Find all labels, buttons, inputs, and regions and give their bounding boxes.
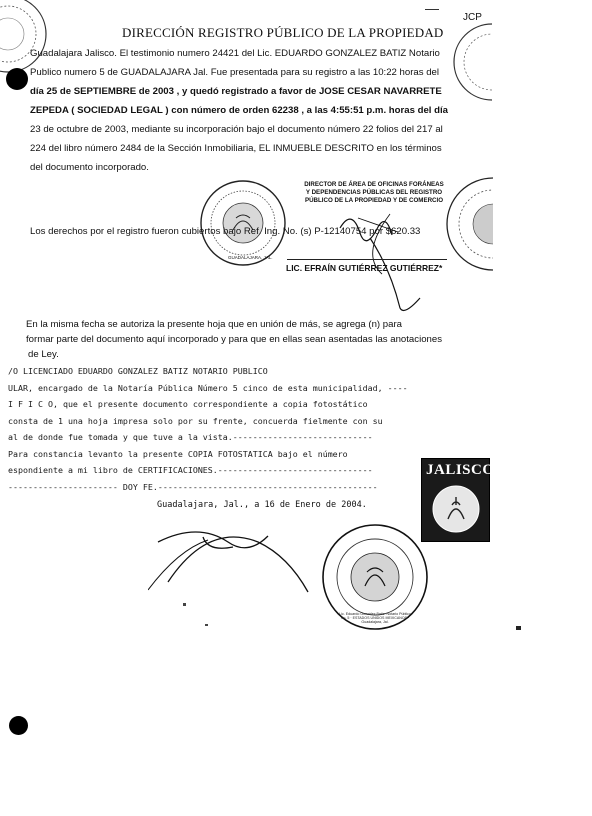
speck bbox=[183, 603, 186, 606]
authorization-line: En la misma fecha se autoriza la presente hoja que en unión de más, se agrega (n) para bbox=[26, 319, 402, 330]
signature-line bbox=[287, 259, 447, 260]
registry-seal-city: GUADALAJARA, JAL. bbox=[228, 255, 273, 260]
right-top-seal bbox=[452, 18, 492, 108]
registration-line: 23 de octubre de 2003, mediante su incorporación bajo el documento número 22 folios del 217 al bbox=[30, 124, 443, 135]
speck bbox=[516, 626, 521, 630]
top-dash bbox=[425, 9, 439, 10]
notary-line: espondiente a mi libro de CERTIFICACIONES.------------------------------- bbox=[8, 465, 373, 475]
registration-paragraph bbox=[30, 44, 482, 177]
registration-line: del documento incorporado. bbox=[30, 162, 149, 173]
director-title-line: Y DEPENDENCIAS PÚBLICAS DEL REGISTRO bbox=[305, 189, 443, 196]
registration-line: día 25 de SEPTIEMBRE de 2003 , y quedó registrado a favor de JOSE CESAR NAVARRETE bbox=[30, 86, 442, 97]
director-title-line: DIRECTOR DE ÁREA DE OFICINAS FORÁNEAS bbox=[304, 181, 444, 188]
notary-certification bbox=[8, 363, 418, 495]
notary-line: I F I C O, que el presente documento correspondiente a copia fotostático bbox=[8, 399, 368, 409]
speck bbox=[205, 624, 208, 626]
registration-line: Publico numero 5 de GUADALAJARA Jal. Fue presentada para su registro a las 10:22 horas del bbox=[30, 67, 440, 78]
notary-line: /O LICENCIADO EDUARDO GONZALEZ BATIZ NOTARIO PUBLICO bbox=[8, 366, 268, 376]
notary-line: ULAR, encargado de la Notaría Pública Número 5 cinco de esta municipalidad, ---- bbox=[8, 382, 408, 393]
registration-line: 224 del libro número 2484 de la Sección Inmobiliaria, EL INMUEBLE DESCRITO en los términos bbox=[30, 143, 442, 154]
director-name: LIC. EFRAÍN GUTIÉRREZ GUTIÉRREZ* bbox=[286, 263, 443, 273]
director-title-line: PÚBLICO DE LA PROPIEDAD Y DE COMERCIO bbox=[304, 197, 444, 204]
notary-line: consta de 1 una hoja impresa solo por su frente, concuerda fielmente con su bbox=[8, 415, 383, 426]
director-signature bbox=[330, 198, 450, 323]
registration-line: Guadalajara Jalisco. El testimonio numero 24421 del Lic. EDUARDO GONZALEZ BATIZ Notario bbox=[30, 48, 440, 59]
notary-line: al de donde fue tomada y que tuve a la vista.---------------------------- bbox=[8, 432, 373, 442]
registration-line: ZEPEDA ( SOCIEDAD LEGAL ) con número de orden 62238 , a las 4:55:51 p.m. horas del día bbox=[30, 105, 448, 116]
notary-line: ---------------------- DOY FE.-------------------------------------------- bbox=[8, 481, 378, 492]
stamp-label: JALISCO bbox=[426, 462, 495, 478]
notary-line: Para constancia levanto la presente COPIA FOTOSTATICA bajo el número bbox=[8, 448, 348, 459]
jalisco-stamp bbox=[421, 458, 495, 542]
fees-line: Los derechos por el registro fueron cubiertos bajo Ref. Ing. No. (s) P-12140754 por $620.33 bbox=[30, 226, 421, 237]
authorization-line: de Ley. bbox=[28, 349, 59, 360]
punch-hole bbox=[9, 716, 28, 735]
notary-seal-text: Lic. Eduardo González Batiz. Notario Público No. 5 · ESTADOS UNIDOS MEXICANOS · Guadalajara, Jal. bbox=[339, 612, 411, 624]
punch-hole bbox=[6, 68, 28, 90]
authorization-line: formar parte del documento aquí incorporado y para que en ellas sean asentadas las anotaciones bbox=[26, 334, 442, 345]
city-date: Guadalajara, Jal., a 16 de Enero de 2004. bbox=[157, 500, 367, 510]
document-code: JCP bbox=[463, 12, 482, 23]
notary-seal bbox=[320, 522, 430, 632]
notary-signature bbox=[148, 512, 328, 607]
authorization-paragraph bbox=[26, 317, 486, 362]
page-title: DIRECCIÓN REGISTRO PÚBLICO DE LA PROPIEDAD bbox=[122, 25, 444, 40]
